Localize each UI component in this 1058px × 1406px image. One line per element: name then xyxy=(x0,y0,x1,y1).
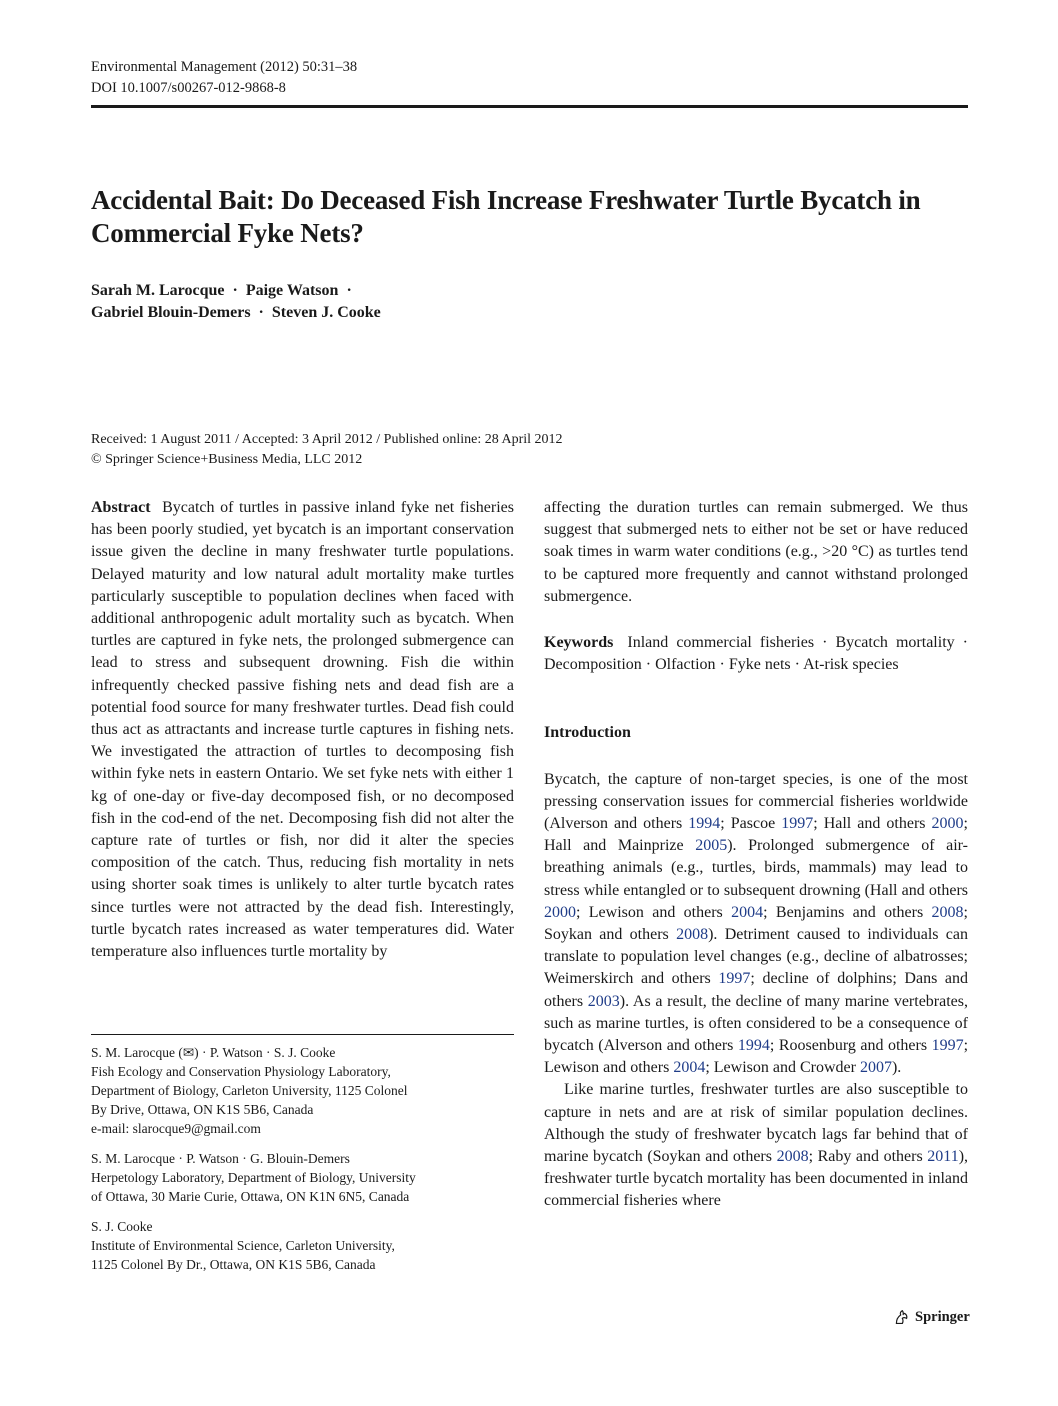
author-name[interactable]: Sarah M. Larocque xyxy=(91,282,225,299)
affiliations xyxy=(91,1043,514,1285)
citation-link[interactable]: 2011 xyxy=(927,1148,959,1166)
author-name[interactable]: Steven J. Cooke xyxy=(271,304,381,321)
body-text: ; Hall and others xyxy=(813,815,932,833)
citation-link[interactable]: 2004 xyxy=(673,1059,706,1077)
author-name[interactable]: Paige Watson xyxy=(245,282,339,299)
left-column xyxy=(91,497,514,963)
affiliation-line: 1125 Colonel By Dr., Ottawa, ON K1S 5B6, Canada xyxy=(91,1257,376,1272)
copyright-line: © Springer Science+Business Media, LLC 2012 xyxy=(91,452,363,467)
body-text: ; Lewison and others xyxy=(576,903,732,921)
footnote-rule xyxy=(91,1034,514,1035)
citation-link[interactable]: 2008 xyxy=(676,926,709,944)
affiliation-line: Institute of Environmental Science, Carleton University, xyxy=(91,1238,395,1253)
citation-link[interactable]: 1997 xyxy=(781,815,814,833)
keywords-label: Keywords xyxy=(544,634,614,652)
abstract-continuation: affecting the duration turtles can remain submerged. We thus suggest that submerged nets to either not be set or have reduced soak times in warm water conditions (e.g., >20 °C) as turtles tend to be captured more frequently and cannot withstand prolonged submergence. xyxy=(544,499,968,605)
body-text: ). Detriment caused to individuals can translate to population level changes (e.g., decline of albatrosses; Weimerskirch and others xyxy=(544,926,969,988)
citation-link[interactable]: 2000 xyxy=(544,903,576,921)
body-text: ; decline of dolphins; Dans and others xyxy=(544,970,969,1010)
body-text: ). xyxy=(891,1059,902,1077)
affiliation-authors: S. J. Cooke xyxy=(91,1219,153,1234)
affiliation-authors: S. M. Larocque (✉) · P. Watson · S. J. Cooke xyxy=(91,1045,336,1060)
body-text: ), freshwater turtle bycatch mortality has been documented in inland commercial fisheries where xyxy=(544,1148,969,1210)
email-line[interactable]: e-mail: slarocque9@gmail.com xyxy=(91,1121,261,1136)
body-text: ; Raby and others xyxy=(808,1148,928,1166)
body-text: Like marine turtles, freshwater turtles are also susceptible to capture in nets and are at risk of similar population declines. Although the study of freshwater bycatch lags far behind that of marine bycatch (Soykan and others xyxy=(544,1081,968,1166)
affiliation-block xyxy=(91,1217,514,1274)
citation-link[interactable]: 2008 xyxy=(776,1148,809,1166)
author-separator: · xyxy=(258,304,264,321)
body-text: ; Benjamins and others xyxy=(763,903,932,921)
affiliation-authors: S. M. Larocque · P. Watson · G. Blouin-Demers xyxy=(91,1151,350,1166)
publication-dates xyxy=(91,430,563,470)
received-accepted-dates: Received: 1 August 2011 / Accepted: 3 April 2012 / Published online: 28 April 2012 xyxy=(91,432,563,447)
introduction-paragraph-2 xyxy=(544,1079,968,1212)
body-text: ; Hall and Mainprize xyxy=(544,815,968,855)
keywords-paragraph xyxy=(544,632,968,676)
springer-horse-icon xyxy=(893,1309,910,1326)
body-text: ; Soykan and others xyxy=(544,903,968,944)
citation-link[interactable]: 2007 xyxy=(859,1059,892,1077)
citation-link[interactable]: 2005 xyxy=(695,837,728,855)
author-separator: · xyxy=(232,282,238,299)
author-list xyxy=(91,280,381,324)
citation-link[interactable]: 2004 xyxy=(731,903,764,921)
affiliation-line: Fish Ecology and Conservation Physiology Laboratory, xyxy=(91,1064,391,1079)
introduction-paragraph-1 xyxy=(544,769,968,1080)
body-text: Bycatch, the capture of non-target species, is one of the most pressing conservation issues for commercial fisheries worldwide (Alverson and others xyxy=(544,770,968,833)
journal-citation: Environmental Management (2012) 50:31–38 xyxy=(91,59,358,75)
affiliation-block xyxy=(91,1043,514,1138)
body-text: ). As a result, the decline of many marine vertebrates, such as marine turtles, is often considered to be a consequence of bycatch (Alverson and others xyxy=(544,992,968,1055)
affiliation-block xyxy=(91,1149,514,1206)
citation-link[interactable]: 1994 xyxy=(688,815,721,833)
abstract-text: Bycatch of turtles in passive inland fyke net fisheries has been poorly studied, yet bycatch is an important conservation issue given the decline in many freshwater turtle populations. Delayed maturity and low natural adult mortality make turtles particularly susceptible to population declines when faced with additional anthropogenic adult mortality such as bycatch. When turtles are captured in fyke nets, the prolonged submergence can lead to stress and subsequent drowning. Fish die within infrequently checked passive fishing nets and dead fish are a potential food source for many freshwater turtles. Dead fish could thus act as attractants and increase turtle captures in fishing nets. We investigated the attraction of turtles to decomposing fish within fyke nets in eastern Ontario. We set fyke nets with either 1 kg of one-day or five-day decomposed fish, or no decomposed fish in the cod-end of the net. Decomposing fish did not alter the capture rate of turtles or fish, nor did it alter the species composition of the catch. Thus, reducing fish mortality in nets using shorter soak times is unlikely to alter turtle bycatch rates since turtles were not attracted by the dead fish. Interestingly, turtle bycatch rates increased as water temperatures did. Water temperature also influences turtle mortality by xyxy=(91,499,515,961)
citation-link[interactable]: 2003 xyxy=(587,992,620,1010)
abstract-paragraph xyxy=(91,497,514,963)
body-text: ; Pascoe xyxy=(720,815,782,833)
body-text: ). Prolonged submergence of air-breathing animals (e.g., turtles, birds, mammals) may lead to stress while entangled or to subsequent drowning (Hall and others xyxy=(544,837,968,899)
publisher-logo xyxy=(893,1309,970,1326)
doi[interactable]: DOI 10.1007/s00267-012-9868-8 xyxy=(91,80,286,96)
citation-link[interactable]: 1997 xyxy=(931,1037,964,1055)
keywords-text: Inland commercial fisheries · Bycatch mortality · Decomposition · Olfaction · Fyke nets · At-risk species xyxy=(544,634,969,674)
affiliation-line: Herpetology Laboratory, Department of Biology, University xyxy=(91,1170,416,1185)
author-separator: · xyxy=(346,282,352,299)
author-name[interactable]: Gabriel Blouin-Demers xyxy=(91,304,251,321)
citation-link[interactable]: 2000 xyxy=(931,815,964,833)
body-text: ; Lewison and Crowder xyxy=(705,1059,860,1077)
affiliation-line: of Ottawa, 30 Marie Curie, Ottawa, ON K1N 6N5, Canada xyxy=(91,1189,410,1204)
right-column xyxy=(544,497,968,1213)
citation-link[interactable]: 1997 xyxy=(718,970,751,988)
citation-link[interactable]: 1994 xyxy=(737,1037,770,1055)
body-text: ; Lewison and others xyxy=(544,1037,969,1077)
citation-link[interactable]: 2008 xyxy=(931,903,964,921)
journal-header xyxy=(91,57,357,99)
affiliation-line: Department of Biology, Carleton University, 1125 Colonel xyxy=(91,1083,408,1098)
article-title: Accidental Bait: Do Deceased Fish Increase Freshwater Turtle Bycatch in Commercial Fyke Nets? xyxy=(91,185,921,248)
affiliation-line: By Drive, Ottawa, ON K1S 5B6, Canada xyxy=(91,1102,314,1117)
publisher-name: Springer xyxy=(915,1309,970,1325)
body-text: ; Roosenburg and others xyxy=(769,1037,932,1055)
section-heading-introduction: Introduction xyxy=(544,724,631,742)
abstract-label: Abstract xyxy=(91,499,151,516)
header-rule xyxy=(91,105,968,108)
